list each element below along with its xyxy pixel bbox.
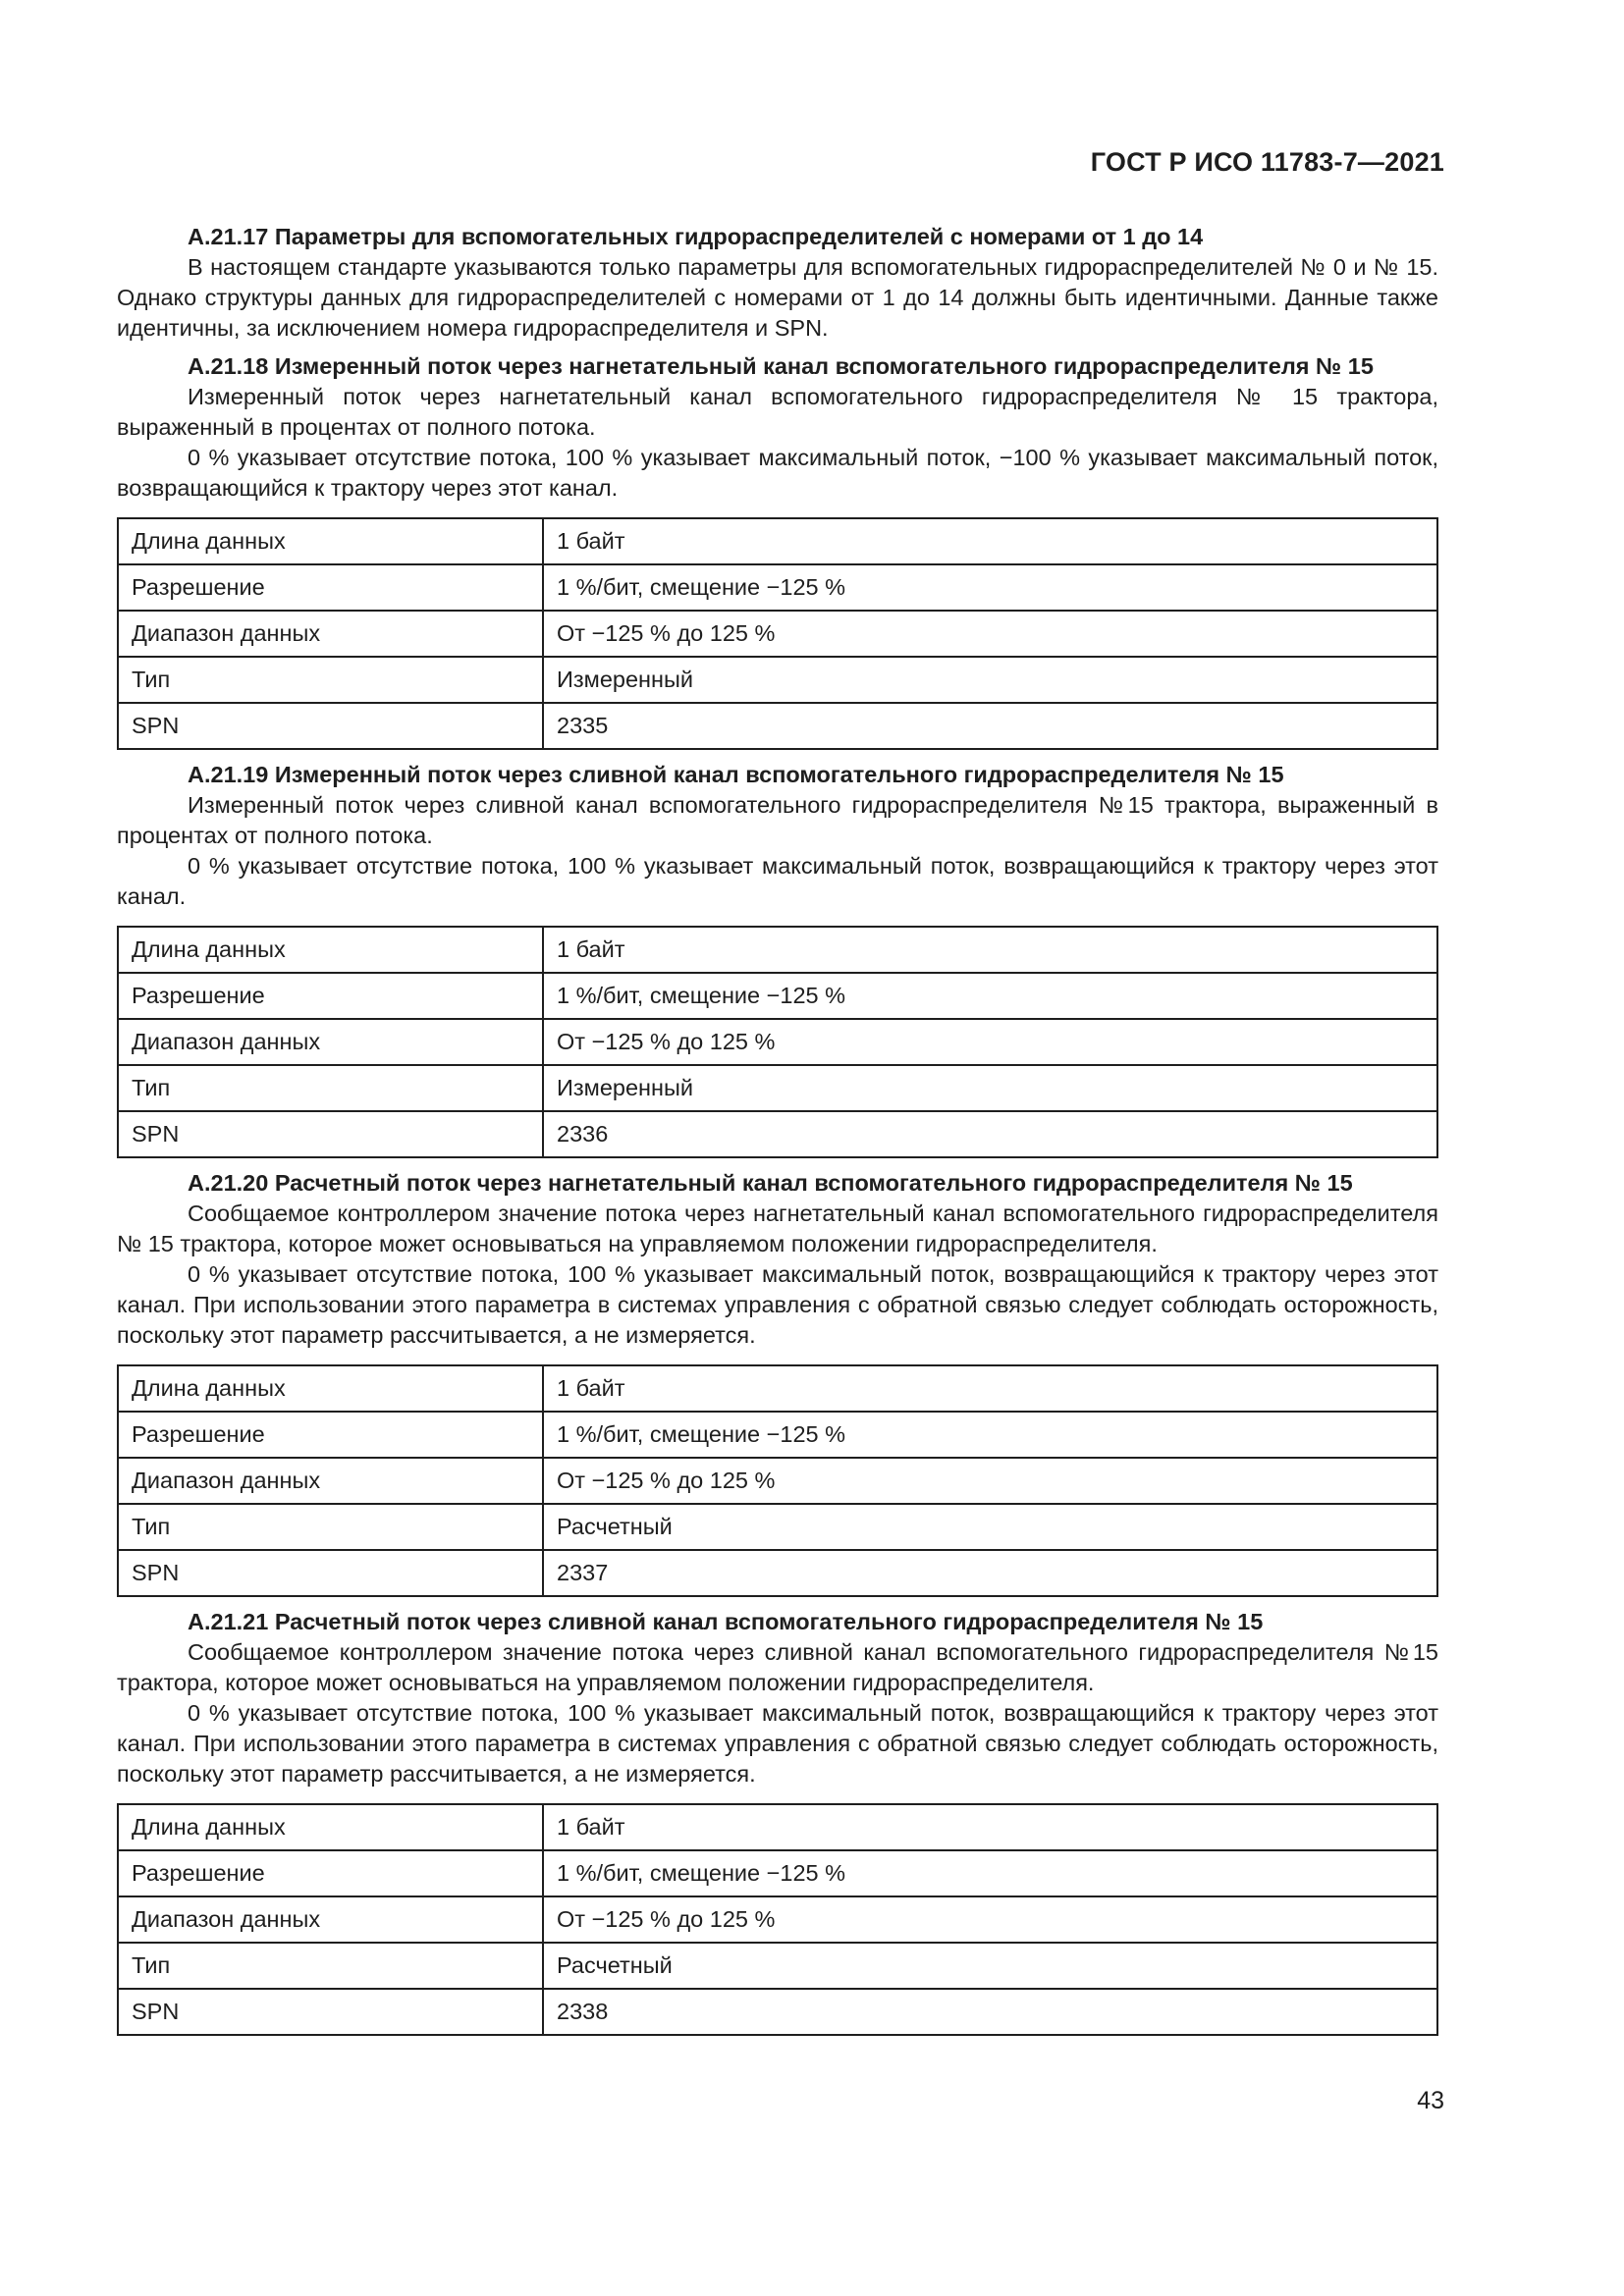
section-a-21-17 [117,222,1438,344]
table-value: 1 байт [543,518,1437,564]
table-value: 2336 [543,1111,1437,1157]
section-a-21-18 [117,351,1438,750]
table-value: Расчетный [543,1504,1437,1550]
table-key: SPN [118,1550,543,1596]
table-row [118,1065,1437,1111]
table-key: Тип [118,1504,543,1550]
section-paragraph: В настоящем стандарте указываются только параметры для вспомогательных гидрораспределителей № 0 и № 15. Однако структуры данных для гидрораспределителей с номерами от 1 до 14 должны быть идентичными. Данные также идентичны, за исключением номера гидрораспределителя и SPN. [117,254,1438,341]
table-row [118,927,1437,973]
table-key: Диапазон данных [118,1458,543,1504]
document-header-code: ГОСТ Р ИСО 11783-7—2021 [1090,147,1444,177]
table-value: От −125 % до 125 % [543,1896,1437,1943]
table-value: 1 %/бит, смещение −125 % [543,564,1437,611]
table-key: SPN [118,703,543,749]
section-title: А.21.21 Расчетный поток через сливной канал вспомогательного гидрораспределителя № 15 [188,1609,1264,1634]
page-number: 43 [1417,2087,1444,2114]
table-row [118,1412,1437,1458]
table-key: Длина данных [118,518,543,564]
section-paragraph: 0 % указывает отсутствие потока, 100 % указывает максимальный поток, возвращающийся к трактору через этот канал. [117,853,1438,909]
table-key: Длина данных [118,1804,543,1850]
table-row [118,611,1437,657]
section-paragraph: 0 % указывает отсутствие потока, 100 % указывает максимальный поток, возвращающийся к трактору через этот канал. При использовании этого параметра в системах управления с обратной связью следует соблюдать осторожность, поскольку этот параметр рассчитывается, а не измеряется. [117,1261,1438,1348]
table-value: 1 байт [543,1365,1437,1412]
table-row [118,703,1437,749]
table-key: Длина данных [118,1365,543,1412]
table-key: Тип [118,1065,543,1111]
table-row [118,973,1437,1019]
parameter-table [117,517,1438,750]
table-value: 1 байт [543,1804,1437,1850]
section-paragraph: 0 % указывает отсутствие потока, 100 % указывает максимальный поток, −100 % указывает максимальный поток, возвращающийся к трактору через этот канал. [117,445,1438,501]
table-value: Измеренный [543,657,1437,703]
table-row [118,1989,1437,2035]
table-key: Тип [118,1943,543,1989]
table-value: 1 %/бит, смещение −125 % [543,973,1437,1019]
table-key: Диапазон данных [118,611,543,657]
table-row [118,1365,1437,1412]
table-row [118,1943,1437,1989]
table-key: Диапазон данных [118,1896,543,1943]
table-value: 1 байт [543,927,1437,973]
table-value: От −125 % до 125 % [543,1458,1437,1504]
table-row [118,1019,1437,1065]
table-row [118,1550,1437,1596]
table-key: Длина данных [118,927,543,973]
table-key: SPN [118,1989,543,2035]
table-value: 1 %/бит, смещение −125 % [543,1412,1437,1458]
table-value: 1 %/бит, смещение −125 % [543,1850,1437,1896]
section-paragraph: Измеренный поток через сливной канал вспомогательного гидрораспределителя №15 трактора, выраженный в процентах от полного потока. [117,792,1438,848]
table-row [118,657,1437,703]
table-value: 2337 [543,1550,1437,1596]
section-a-21-20 [117,1168,1438,1597]
section-title: А.21.18 Измеренный поток через нагнетательный канал вспомогательного гидрораспределителя № 15 [188,353,1374,379]
section-paragraph: Измеренный поток через нагнетательный канал вспомогательного гидрораспределителя № 15 трактора, выраженный в процентах от полного потока. [117,384,1438,440]
table-row [118,1804,1437,1850]
section-paragraph: 0 % указывает отсутствие потока, 100 % указывает максимальный поток, возвращающийся к трактору через этот канал. При использовании этого параметра в системах управления с обратной связью следует соблюдать осторожность, поскольку этот параметр рассчитывается, а не измеряется. [117,1700,1438,1787]
section-title: А.21.19 Измеренный поток через сливной канал вспомогательного гидрораспределителя № 15 [188,762,1284,787]
table-value: От −125 % до 125 % [543,611,1437,657]
table-row [118,564,1437,611]
section-a-21-21 [117,1607,1438,2036]
table-value: 2338 [543,1989,1437,2035]
section-title: А.21.17 Параметры для вспомогательных гидрораспределителей с номерами от 1 до 14 [188,224,1204,249]
section-title: А.21.20 Расчетный поток через нагнетательный канал вспомогательного гидрораспределителя № 15 [188,1170,1353,1196]
parameter-table [117,1364,1438,1597]
section-paragraph: Сообщаемое контроллером значение потока через нагнетательный канал вспомогательного гидрораспределителя № 15 трактора, которое может основываться на управляемом положении гидрораспределителя. [117,1201,1438,1256]
table-row [118,1458,1437,1504]
parameter-table [117,1803,1438,2036]
table-key: SPN [118,1111,543,1157]
table-row [118,1504,1437,1550]
table-key: Разрешение [118,1850,543,1896]
table-key: Тип [118,657,543,703]
table-key: Разрешение [118,564,543,611]
table-row [118,1850,1437,1896]
table-key: Разрешение [118,973,543,1019]
parameter-table [117,926,1438,1158]
table-row [118,1111,1437,1157]
section-a-21-19 [117,760,1438,1158]
table-value: Расчетный [543,1943,1437,1989]
table-key: Диапазон данных [118,1019,543,1065]
table-row [118,518,1437,564]
section-paragraph: Сообщаемое контроллером значение потока через сливной канал вспомогательного гидрораспределителя №15 трактора, которое может основываться на управляемом положении гидрораспределителя. [117,1639,1438,1695]
table-value: Измеренный [543,1065,1437,1111]
table-row [118,1896,1437,1943]
table-value: От −125 % до 125 % [543,1019,1437,1065]
page-content [117,222,1438,2046]
table-key: Разрешение [118,1412,543,1458]
table-value: 2335 [543,703,1437,749]
